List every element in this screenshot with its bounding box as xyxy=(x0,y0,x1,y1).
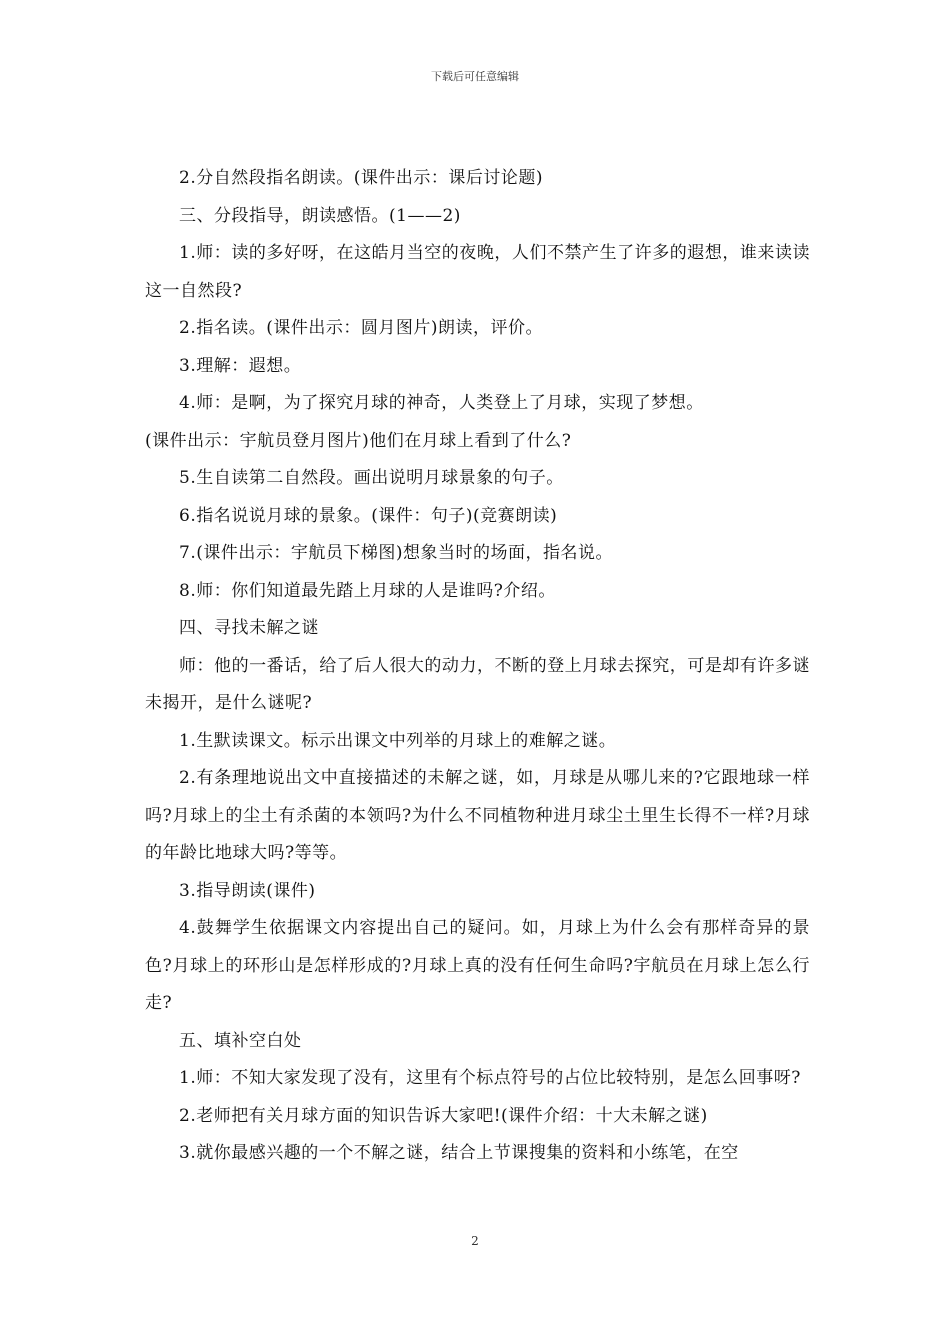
paragraph: 1.师：读的多好呀，在这皓月当空的夜晚，人们不禁产生了许多的遐想，谁来读读这一自然段? xyxy=(145,243,810,301)
paragraph: 5.生自读第二自然段。画出说明月球景象的句子。 xyxy=(179,468,564,488)
paragraph: 4.鼓舞学生依据课文内容提出自己的疑问。如，月球上为什么会有那样奇异的景色?月球上的环形山是怎样形成的?月球上真的没有任何生命吗?宇航员在月球上怎么行走? xyxy=(145,918,810,1013)
paragraph: 4.师：是啊，为了探究月球的神奇，人类登上了月球，实现了梦想。 xyxy=(179,393,704,413)
document-body xyxy=(145,160,810,1173)
page-number: 2 xyxy=(471,1234,479,1248)
paragraph: 6.指名说说月球的景象。(课件：句子)(竞赛朗读) xyxy=(179,505,558,526)
paragraph: 3.指导朗读(课件) xyxy=(179,880,316,901)
page-header: 下载后可任意编辑 xyxy=(431,70,519,83)
paragraph: 师：他的一番话，给了后人很大的动力，不断的登上月球去探究，可是却有许多谜未揭开，是什么谜呢? xyxy=(145,655,810,713)
section-heading: 五、填补空白处 xyxy=(179,1030,302,1051)
paragraph: 8.师：你们知道最先踏上月球的人是谁吗?介绍。 xyxy=(179,580,556,601)
paragraph: 2.老师把有关月球方面的知识告诉大家吧!(课件介绍：十大未解之谜) xyxy=(179,1105,708,1126)
paragraph: 2.分自然段指名朗读。(课件出示：课后讨论题) xyxy=(179,168,543,188)
section-heading: 三、分段指导，朗读感悟。(1——2) xyxy=(179,205,461,226)
paragraph: 2.指名读。(课件出示：圆月图片)朗读，评价。 xyxy=(179,318,543,338)
paragraph: (课件出示：宇航员登月图片)他们在月球上看到了什么? xyxy=(145,430,572,451)
paragraph: 1.师：不知大家发现了没有，这里有个标点符号的占位比较特别，是怎么回事呀? xyxy=(179,1068,801,1088)
paragraph: 3.就你最感兴趣的一个不解之谜，结合上节课搜集的资料和小练笔，在空 xyxy=(179,1143,739,1163)
paragraph: 1.生默读课文。标示出课文中列举的月球上的难解之谜。 xyxy=(179,730,617,751)
paragraph: 3.理解：遐想。 xyxy=(179,355,302,376)
paragraph: 7.(课件出示：宇航员下梯图)想象当时的场面，指名说。 xyxy=(179,543,613,563)
section-heading: 四、寻找未解之谜 xyxy=(179,618,319,638)
paragraph: 2.有条理地说出文中直接描述的未解之谜，如，月球是从哪儿来的?它跟地球一样吗?月球上的尘土有杀菌的本领吗?为什么不同植物种进月球尘土里生长得不一样?月球的年龄比地球大吗?等等。 xyxy=(145,768,810,863)
